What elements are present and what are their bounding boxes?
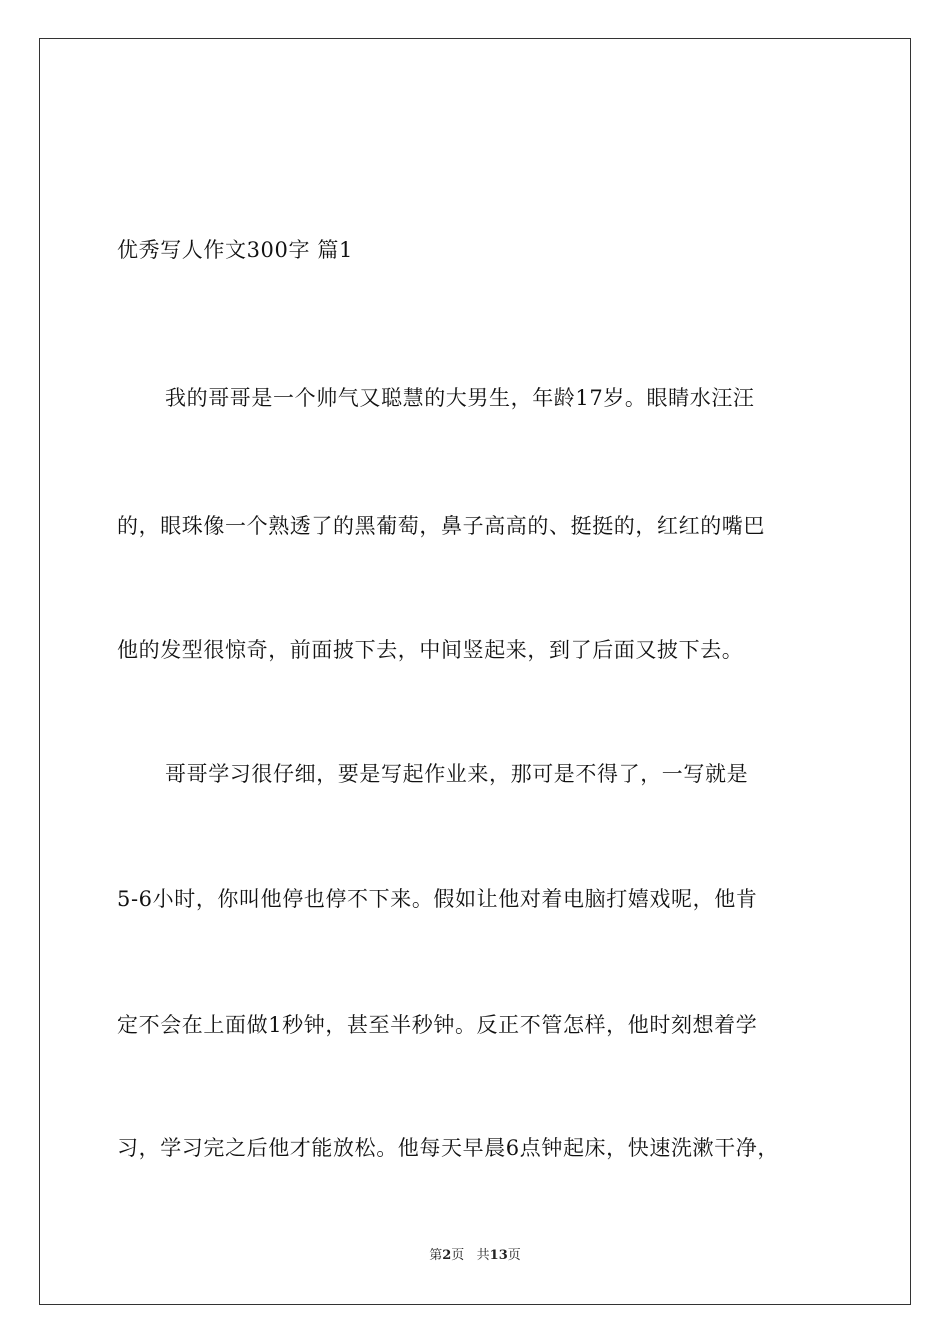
- document-title: 优秀写人作文300字 篇1: [117, 238, 353, 262]
- paragraph-line: 我的哥哥是一个帅气又聪慧的大男生，年龄17岁。眼睛水汪汪: [165, 386, 755, 410]
- page-footer: [0, 1248, 950, 1264]
- paragraph-line: 5-6小时，你叫他停也停不下来。假如让他对着电脑打嬉戏呢，他肯: [117, 887, 758, 911]
- current-page-number: 2: [442, 1248, 452, 1263]
- paragraph-line: 哥哥学习很仔细，要是写起作业来，那可是不得了，一写就是: [165, 762, 749, 786]
- paragraph-line: 习，学习完之后他才能放松。他每天早晨6点钟起床，快速洗漱干净，: [117, 1136, 779, 1160]
- paragraph-line: 的，眼珠像一个熟透了的黑葡萄，鼻子高高的、挺挺的，红红的嘴巴: [117, 514, 765, 538]
- footer-suffix: 页: [507, 1248, 521, 1263]
- paragraph-line: 定不会在上面做1秒钟，甚至半秒钟。反正不管怎样，他时刻想着学: [117, 1013, 758, 1037]
- footer-prefix: 第: [429, 1248, 443, 1263]
- page-border: [39, 38, 911, 1305]
- total-page-count: 13: [489, 1248, 508, 1263]
- paragraph-line: 他的发型很惊奇，前面披下去，中间竖起来，到了后面又披下去。: [117, 638, 744, 662]
- footer-mid: 页 共: [451, 1248, 490, 1263]
